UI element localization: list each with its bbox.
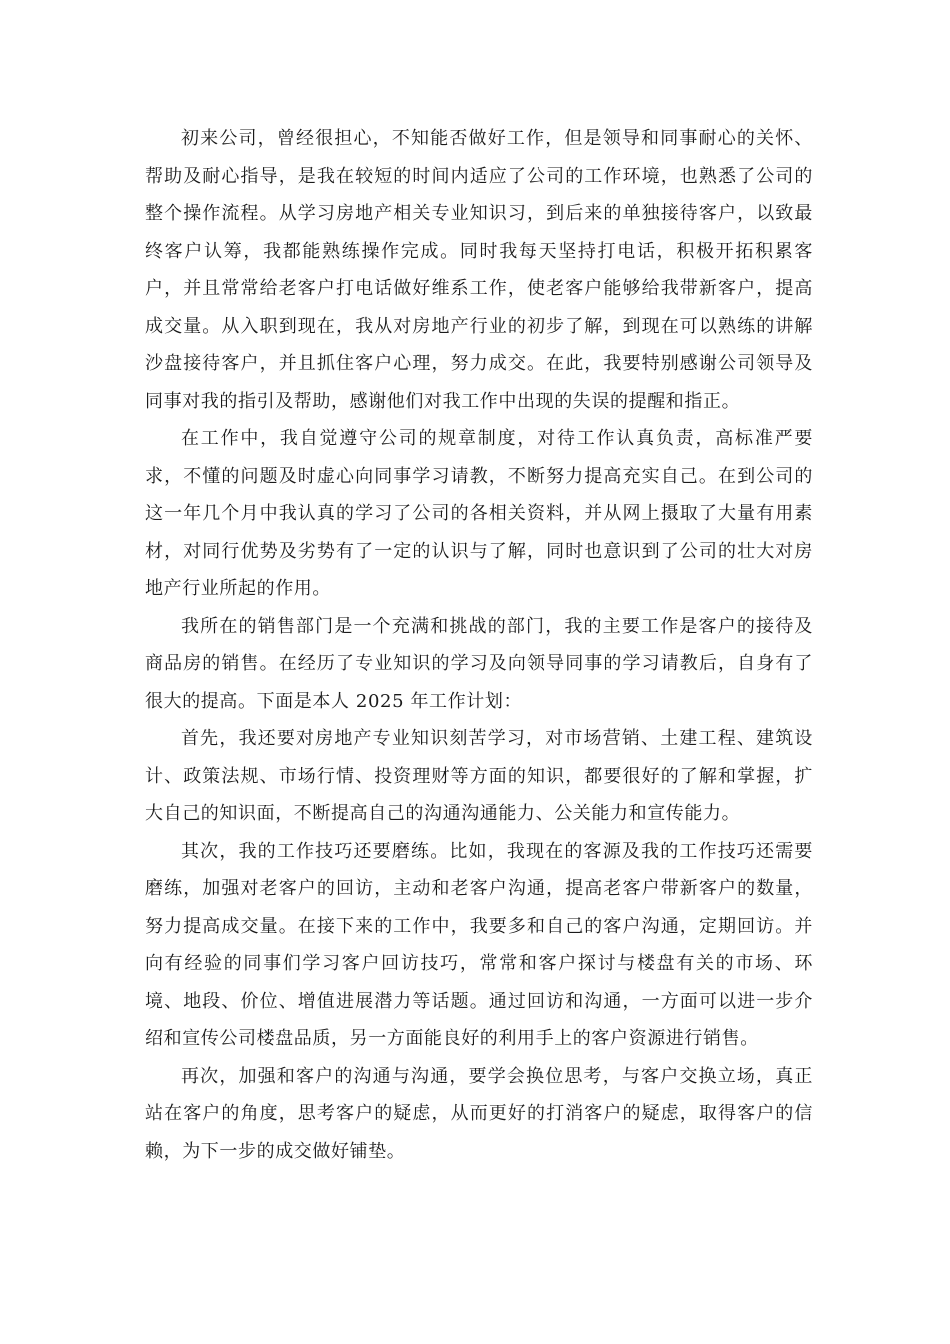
document-body xyxy=(145,120,813,1170)
paragraph-2: 在工作中，我自觉遵守公司的规章制度，对待工作认真负责，高标准严要求，不懂的问题及时虚心向同事学习请教，不断努力提高充实自己。在到公司的这一年几个月中我认真的学习了公司的各相关资料，并从网上摄取了大量有用素材，对同行优势及劣势有了一定的认识与了解，同时也意识到了公司的壮大对房地产行业所起的作用。 xyxy=(145,428,813,599)
paragraph-1: 初来公司，曾经很担心，不知能否做好工作，但是领导和同事耐心的关怀、帮助及耐心指导，是我在较短的时间内适应了公司的工作环境，也熟悉了公司的整个操作流程。从学习房地产相关专业知识习，到后来的单独接待客户，以致最终客户认筹，我都能熟练操作完成。同时我每天坚持打电话，积极开拓积累客户，并且常常给老客户打电话做好维系工作，使老客户能够给我带新客户，提高成交量。从入职到现在，我从对房地产行业的初步了解，到现在可以熟练的讲解沙盘接待客户，并且抓住客户心理，努力成交。在此，我要特别感谢公司领导及同事对我的指引及帮助，感谢他们对我工作中出现的失误的提醒和指正。 xyxy=(145,128,813,412)
paragraph-6: 再次，加强和客户的沟通与沟通，要学会换位思考，与客户交换立场，真正站在客户的角度，思考客户的疑虑，从而更好的打消客户的疑虑，取得客户的信赖，为下一步的成交做好铺垫。 xyxy=(145,1065,813,1162)
paragraph-3: 我所在的销售部门是一个充满和挑战的部门，我的主要工作是客户的接待及商品房的销售。在经历了专业知识的学习及向领导同事的学习请教后，自身有了很大的提高。下面是本人 2025 年工作计划： xyxy=(145,615,813,712)
paragraph-5: 其次，我的工作技巧还要磨练。比如，我现在的客源及我的工作技巧还需要磨练，加强对老客户的回访，主动和老客户沟通，提高老客户带新客户的数量，努力提高成交量。在接下来的工作中，我要多和自己的客户沟通，定期回访。并向有经验的同事们学习客户回访技巧，常常和客户探讨与楼盘有关的市场、环境、地段、价位、增值进展潜力等话题。通过回访和沟通，一方面可以进一步介绍和宣传公司楼盘品质，另一方面能良好的利用手上的客户资源进行销售。 xyxy=(145,840,813,1049)
paragraph-4: 首先，我还要对房地产专业知识刻苦学习，对市场营销、土建工程、建筑设计、政策法规、市场行情、投资理财等方面的知识，都要很好的了解和掌握，扩大自己的知识面，不断提高自己的沟通沟通能力、公关能力和宣传能力。 xyxy=(145,728,813,824)
